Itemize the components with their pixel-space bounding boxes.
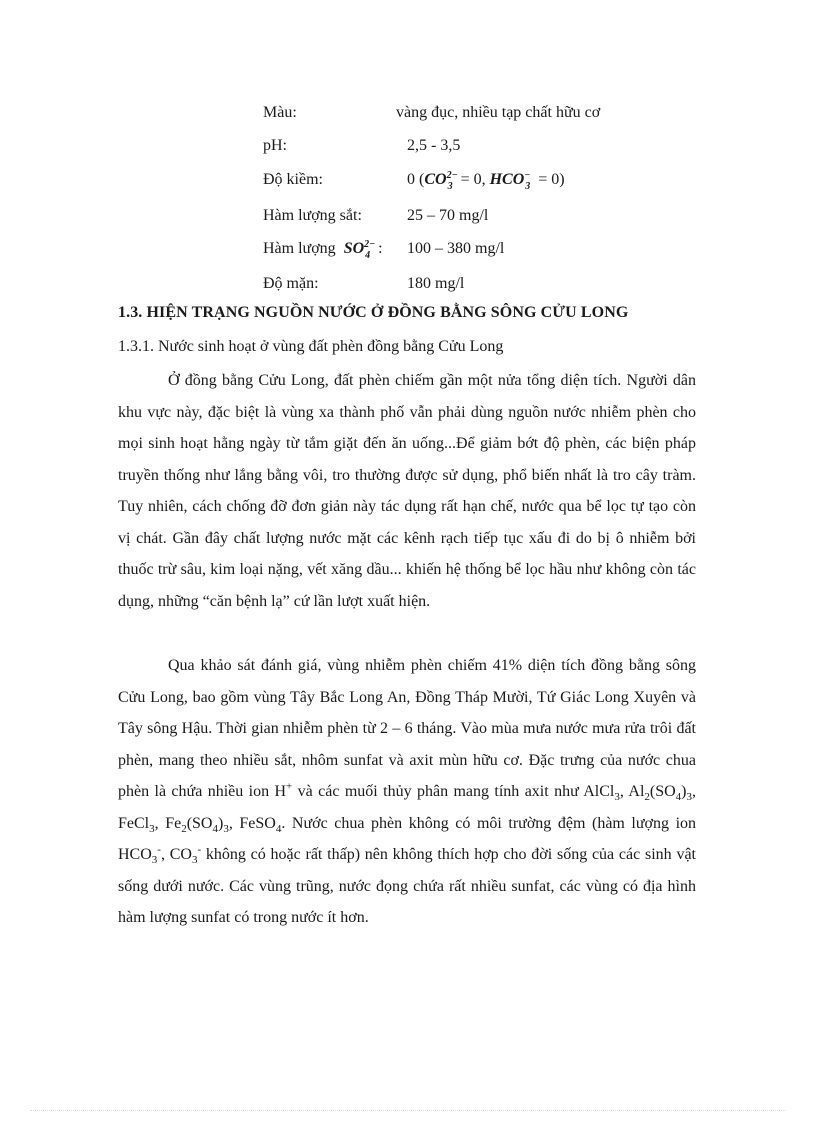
value-kiem [407, 170, 565, 193]
label-so4: Hàm lượng SO 2− 4 : [263, 239, 383, 262]
value-ph: 2,5 - 3,5 [407, 137, 461, 154]
kiem-mid: = 0, [460, 171, 490, 188]
formula-so4: SO 2− 4 [343, 239, 376, 262]
label-kiem: Độ kiềm: [263, 171, 323, 188]
label-ph: pH: [263, 137, 287, 154]
page-bottom-rule [30, 1110, 786, 1111]
section-heading: 1.3. HIỆN TRẠNG NGUỒN NƯỚC Ở ĐỒNG BẰNG SÔNG CỬU LONG [118, 304, 629, 321]
value-so4: 100 – 380 mg/l [407, 240, 505, 257]
subsection-heading: 1.3.1. Nước sinh hoạt ở vùng đất phèn đồng bằng Cửu Long [118, 338, 504, 355]
value-man: 180 mg/l [407, 275, 465, 292]
kiem-suffix: = 0) [538, 171, 565, 188]
label-sat: Hàm lượng sắt: [263, 207, 362, 224]
label-man: Độ mặn: [263, 275, 319, 292]
paragraph-1: Ở đồng bằng Cửu Long, đất phèn chiếm gần một nửa tổng diện tích. Người dân khu vực này, đặc biệt là vùng xa thành phố vẫn phải dùng nguồn nước nhiễm phèn cho mọi sinh hoạt hằng ngày từ tắm giặt đến ăn uống...Để giảm bớt độ phèn, các biện pháp truyền thống như lắng bằng vôi, tro thường được sử dụng, phổ biến nhất là tro cây tràm. Tuy nhiên, cách chống đỡ đơn giản này tác dụng rất hạn chế, nước qua bể lọc tự tạo còn vị chát. Gần đây chất lượng nước mặt các kênh rạch tiếp tục xấu đi do bị ô nhiễm bởi thuốc trừ sâu, kim loại nặng, vết xăng dầu... khiến hệ thống bể lọc hầu như không còn tác dụng, những “căn bệnh lạ” cứ lần lượt xuất hiện. [118, 372, 696, 610]
kiem-prefix: 0 ( [407, 171, 425, 188]
formula-co3: CO 2− 3 [424, 170, 458, 193]
value-mau: vàng đục, nhiều tạp chất hữu cơ [396, 104, 601, 121]
formula-hco3: HCO − 3 [489, 170, 531, 193]
value-sat: 25 – 70 mg/l [407, 207, 489, 224]
paragraph-2: Qua khảo sát đánh giá, vùng nhiễm phèn chiếm 41% diện tích đồng bằng sông Cửu Long, bao gồm vùng Tây Bắc Long An, Đồng Tháp Mười, Tứ Giác Long Xuyên và Tây sông Hậu. Thời gian nhiễm phèn từ 2 – 6 tháng. Vào mùa mưa nước mưa rửa trôi đất phèn, mang theo nhiều sắt, nhôm sunfat và axit mùn hữu cơ. Đặc trưng của nước chua phèn là chứa nhiều ion H+ và các muối thủy phân mang tính axit như AlCl$_3$, $Al_2(SO_4)_3$, FeCl$_3$, $Fe_2(SO_4)_3$, FeSO$_4$. Nước chua phèn không có môi trường đệm (hàm lượng ion $HCO_3^-$, $CO_3^-$ không có hoặc rất thấp) nên không thích hợp cho đời sống của các sinh vật sống dưới nước. Các vùng trũng, nước đọng chứa rất nhiều sunfat, các vùng có địa hình hàm lượng sunfat có trong nước ít hơn. [118, 657, 697, 926]
label-mau: Màu: [263, 104, 297, 121]
